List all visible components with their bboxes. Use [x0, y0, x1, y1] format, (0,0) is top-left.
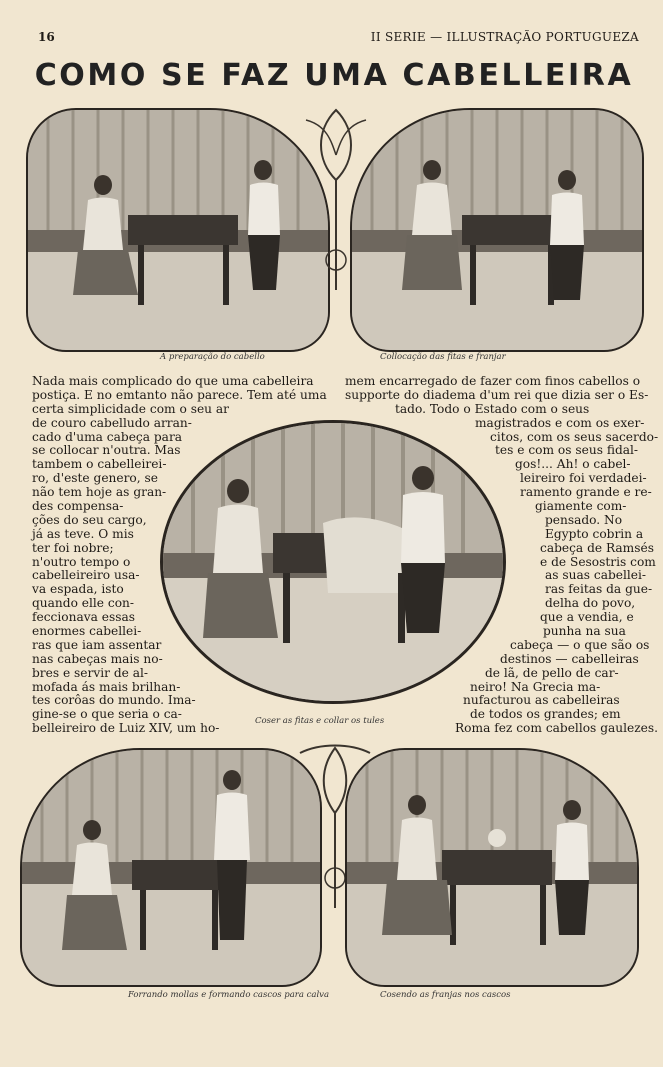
- text-line: des compensa-: [32, 499, 124, 514]
- text-line: ro, d'este genero, se: [32, 471, 158, 486]
- text-line: se collocar n'outra. Mas: [32, 443, 181, 458]
- text-line: cado d'uma cabeça para: [32, 429, 183, 444]
- text-line: ramento grande e re-: [520, 485, 652, 500]
- text-line: ras que iam assentar: [32, 637, 162, 652]
- text-line: neiro! Na Grecia ma-: [470, 679, 601, 694]
- text-line: já as teve. O mis: [32, 526, 134, 541]
- text-line: certa simplicidade com o seu ar: [32, 401, 229, 416]
- text-line: postiça. E no emtanto não parece. Tem até uma: [32, 387, 327, 402]
- caption-photo2: Collocação das fitas e franjar: [380, 352, 506, 362]
- text-line: leireiro foi verdadei-: [520, 471, 647, 486]
- text-line: e de Sesostris com: [540, 554, 656, 569]
- caption-photo4: Forrando mollas e formando cascos para calva: [128, 990, 330, 1000]
- text-line: que a vendia, e: [540, 610, 634, 625]
- caption-photo5: Cosendo as franjas nos cascos: [380, 990, 511, 1000]
- text-line: nufacturou as cabelleiras: [463, 693, 620, 708]
- text-line: gine-se o que seria o ca-: [32, 707, 182, 722]
- text-line: Nada mais complicado do que uma cabelleira: [32, 374, 314, 388]
- text-line: não tem hoje as gran-: [32, 485, 167, 500]
- page-number: 16: [38, 30, 55, 44]
- text-line: de lã, de pello de car-: [485, 665, 619, 680]
- text-line: as suas cabellei-: [545, 568, 647, 583]
- series-title: II SERIE — ILLUSTRAÇÃO PORTUGUEZA: [370, 30, 639, 44]
- ornament-top: [296, 100, 376, 300]
- text-line: pensado. No: [545, 512, 623, 527]
- text-line: cabeça — o que são os: [510, 637, 650, 652]
- text-line: va espada, isto: [32, 582, 124, 597]
- text-line: delha do povo,: [545, 596, 636, 611]
- text-line: nas cabeças mais no-: [32, 651, 163, 666]
- text-line: tado. Todo o Estado com o seus: [395, 401, 590, 416]
- text-line: de couro cabelludo arran-: [32, 415, 192, 430]
- photo-ribbons: [350, 108, 644, 352]
- text-line: cabelleireiro usa-: [32, 568, 140, 583]
- text-line: giamente com-: [535, 499, 627, 514]
- text-line: magistrados e com os exer-: [475, 415, 645, 430]
- text-line: ras feitas da gue-: [545, 582, 653, 597]
- text-line: gos!... Ah! o cabel-: [515, 457, 631, 472]
- text-line: belleireiro de Luiz XIV, um ho-: [32, 721, 220, 736]
- text-line: n'outro tempo o: [32, 554, 131, 569]
- photo-preparation: [26, 108, 330, 352]
- text-line: destinos — cabelleiras: [500, 651, 639, 666]
- photo-sewing-ribbons: [160, 420, 506, 704]
- photo-sewing-fringes: [345, 748, 639, 987]
- page-header: [0, 30, 663, 48]
- text-line: punha na sua: [543, 624, 626, 639]
- text-line: de todos os grandes; em: [470, 707, 621, 722]
- text-line: bres e servir de al-: [32, 665, 149, 680]
- text-line: enormes cabellei-: [32, 624, 142, 639]
- text-line: cabeça de Ramsés: [540, 540, 654, 555]
- text-line: citos, com os seus sacerdo-: [490, 429, 659, 444]
- caption-photo1: A preparação do cabello: [160, 352, 265, 362]
- caption-photo3: Coser as fitas e collar os tules: [255, 716, 385, 726]
- text-line: ções do seu cargo,: [32, 512, 147, 527]
- text-line: Roma fez com cabellos gaulezes.: [455, 721, 658, 736]
- text-line: Egypto cobrin a: [545, 526, 644, 541]
- text-line: mofada ás mais brilhan-: [32, 679, 181, 694]
- text-line: mem encarregado de fazer com finos cabellos o: [345, 374, 641, 388]
- text-line: supporte do diadema d'um rei que dizia ser o Es-: [345, 387, 649, 402]
- text-line: tambem o cabelleirei-: [32, 457, 167, 472]
- text-line: ter foi nobre;: [32, 540, 114, 555]
- text-line: tes e com os seus fidal-: [495, 443, 639, 458]
- text-line: feccionava essas: [32, 610, 135, 625]
- text-line: tes corôas do mundo. Ima-: [32, 693, 196, 708]
- text-line: quando elle con-: [32, 596, 135, 611]
- article-title: COMO SE FAZ UMA CABELLEIRA: [34, 58, 634, 93]
- photo-lining-springs: [20, 748, 322, 987]
